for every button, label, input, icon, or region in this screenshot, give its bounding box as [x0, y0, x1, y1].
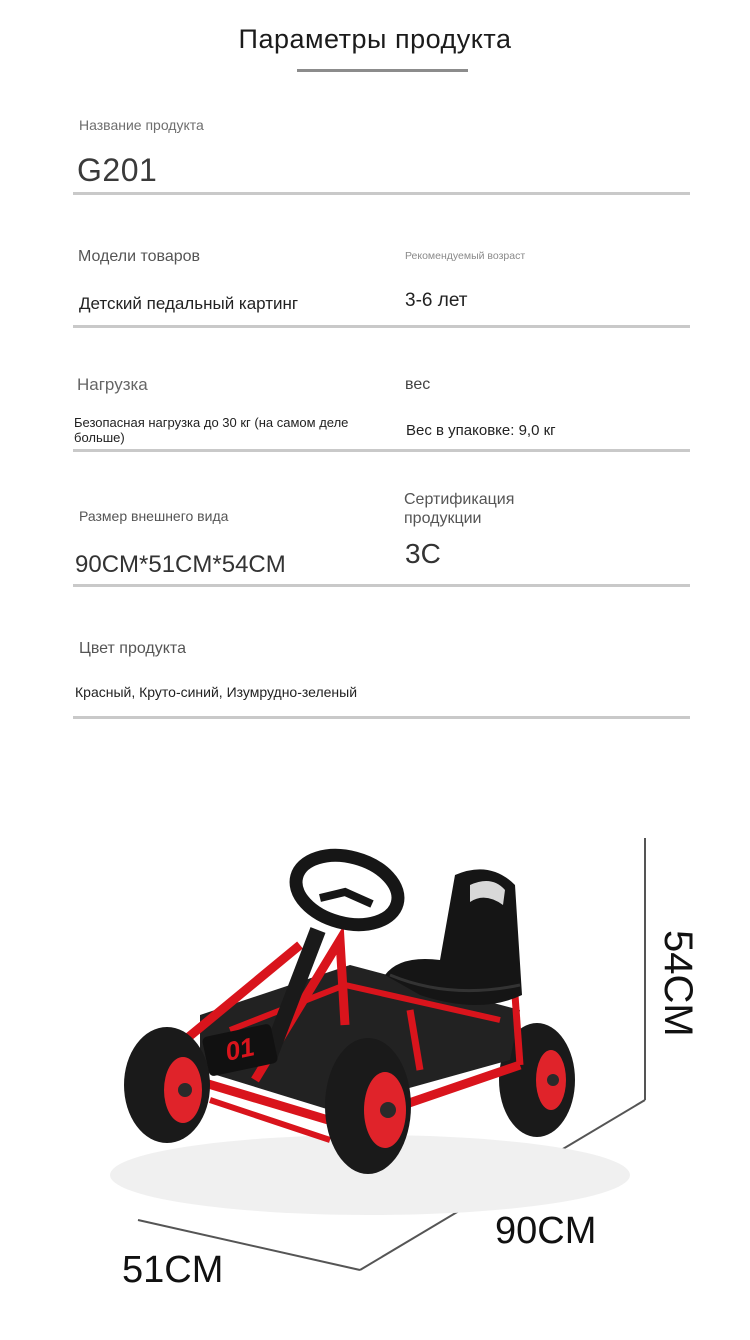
steering-wheel	[288, 845, 406, 936]
title-underline	[297, 69, 468, 72]
model-value: Детский педальный картинг	[79, 294, 299, 313]
length-dimension-label: 90CM	[495, 1210, 597, 1252]
kart-seat	[385, 869, 522, 1005]
product-image	[0, 780, 750, 1335]
product-name-label: Название продукта	[79, 117, 204, 133]
divider	[73, 584, 690, 587]
divider	[73, 192, 690, 195]
size-value: 90CM*51CM*54CM	[75, 551, 286, 578]
page-title: Параметры продукта	[238, 24, 512, 54]
divider	[73, 716, 690, 719]
weight-value: Вес в упаковке: 9,0 кг	[406, 422, 556, 439]
model-label: Модели товаров	[78, 248, 201, 265]
age-label: Рекомендуемый возраст	[405, 250, 526, 262]
front-right-wheel	[325, 1038, 411, 1174]
size-label: Размер внешнего вида	[79, 508, 229, 524]
kart-number: 01	[222, 1031, 258, 1067]
divider	[73, 325, 690, 328]
product-name-value: G201	[77, 152, 158, 188]
load-value: Безопасная нагрузка до 30 кг (на самом деле больше)	[74, 415, 349, 445]
go-kart-illustration	[0, 780, 750, 1335]
cert-value: 3C	[405, 538, 441, 569]
load-label: Нагрузка	[77, 375, 148, 394]
front-left-wheel	[124, 1027, 210, 1143]
divider	[73, 449, 690, 452]
color-value: Красный, Круто-синий, Изумрудно-зеленый	[75, 684, 358, 700]
age-value: 3-6 лет	[405, 290, 468, 311]
height-dimension-label: 54CM	[656, 930, 700, 1037]
cert-label: Сертификация продукции	[404, 491, 515, 527]
width-dimension-label: 51CM	[122, 1249, 224, 1291]
weight-label: вес	[405, 376, 431, 393]
color-label: Цвет продукта	[79, 640, 186, 657]
